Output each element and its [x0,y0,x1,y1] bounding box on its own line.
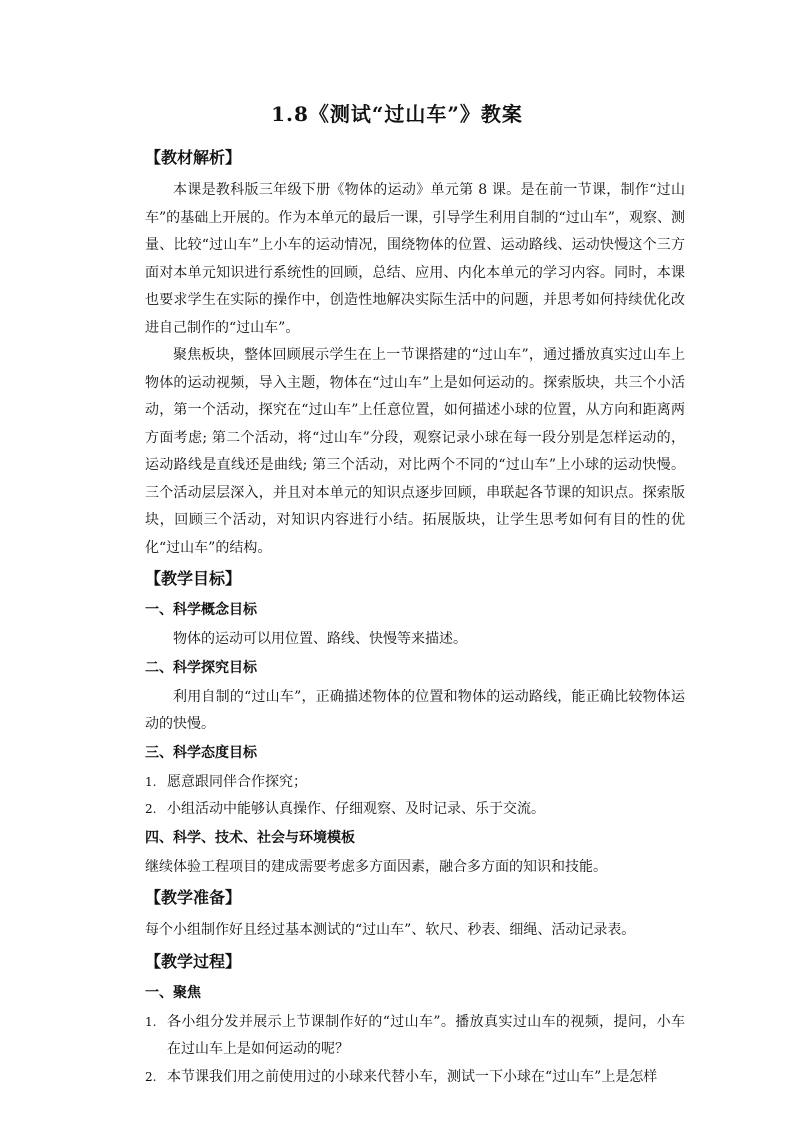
list-text: 小组活动中能够认真操作、仔细观察、及时记录、乐于交流。 [167,801,545,817]
prep-text: 每个小组制作好且经过基本测试的“过山车”、软尺、秒表、细绳、活动记录表。 [145,922,636,938]
list-item [145,1064,685,1092]
list-text: 本节课我们用之前使用过的小球来代替小车，测试一下小球在“过山车”上是怎样 [167,1068,658,1085]
list-number: 1. [145,1014,157,1029]
list-number: 2. [145,802,157,816]
list-item [145,1009,685,1064]
document-body [145,145,685,1091]
list-item [145,796,685,824]
section-heading-prep: 【教学准备】 [145,888,242,907]
goal-text-stse: 继续体验工程项目的建成需要考虑多方面因素，融合多方面的知识和技能。 [145,858,607,875]
list-text: 各小组分发并展示上节课制作好的“过山车”。播放真实过山车的视频，提问，小车在过山车上是如何运动的呢？ [167,1013,685,1057]
goal-text-concept: 物体的运动可以用位置、路线、快慢等来描述。 [173,631,467,647]
goal-heading-stse: 四、科学、技术、社会与环境模板 [145,829,355,846]
list-number: 2. [145,1069,157,1084]
document-title: 1.8《测试“过山车”》教案 [271,102,523,126]
section-heading-goals: 【教学目标】 [145,569,242,588]
analysis-paragraph-2: 聚焦板块，整体回顾展示学生在上一节课搭建的“过山车”，通过播放真实过山车上物体的运动视频，导入主题，物体在“过山车”上是如何运动的。探索版块，共三个小活动，第一个活动，探究在“过山车”上任意位置，如何描述小球的位置，从方向和距离两方面考虑; 第二个活动，将“过山车”分段，观察记录小球在每一段分别是怎样运动的，运动路线是直线还是曲线; 第三个活动，对比两个不同的“过山车”上小球的运动快慢。三个活动层层深入，并且对本单元的知识点逐步回顾，串联起各节课的知识点。探索版块，回顾三个活动，对知识内容进行小结。拓展版块，让学生思考如何有目的性的优化“过山车”的结构。 [145,347,685,556]
list-item [145,769,685,797]
section-heading-process: 【教学过程】 [145,951,242,971]
goal-heading-concept: 一、科学概念目标 [145,602,257,618]
process-step-focus: 一、聚焦 [145,984,201,1001]
analysis-paragraph-1: 本课是教科版三年级下册《物体的运动》单元第 8 课。是在前一节课，制作“过山车”的基础上开展的。作为本单元的最后一课，引导学生利用自制的“过山车”，观察、测量、比较“过山车”上小车的运动情况，围绕物体的位置、运动路线、运动快慢这个三方面对本单元知识进行系统性的回顾，总结、应用、内化本单元的学习内容。同时，本课也要求学生在实际的操作中，创造性地解决实际生活中的问题，并思考如何持续优化改进自己制作的“过山车”。 [145,182,685,336]
goal-heading-attitude: 三、科学态度目标 [145,744,257,761]
goal-heading-inquiry: 二、科学探究目标 [145,659,257,676]
list-number: 1. [145,774,157,789]
goal-text-inquiry: 利用自制的“过山车”，正确描述物体的位置和物体的运动路线，能正确比较物体运动的快慢。 [145,688,685,732]
section-heading-analysis: 【教材解析】 [145,148,242,167]
list-text: 愿意跟同伴合作探究； [167,773,307,790]
